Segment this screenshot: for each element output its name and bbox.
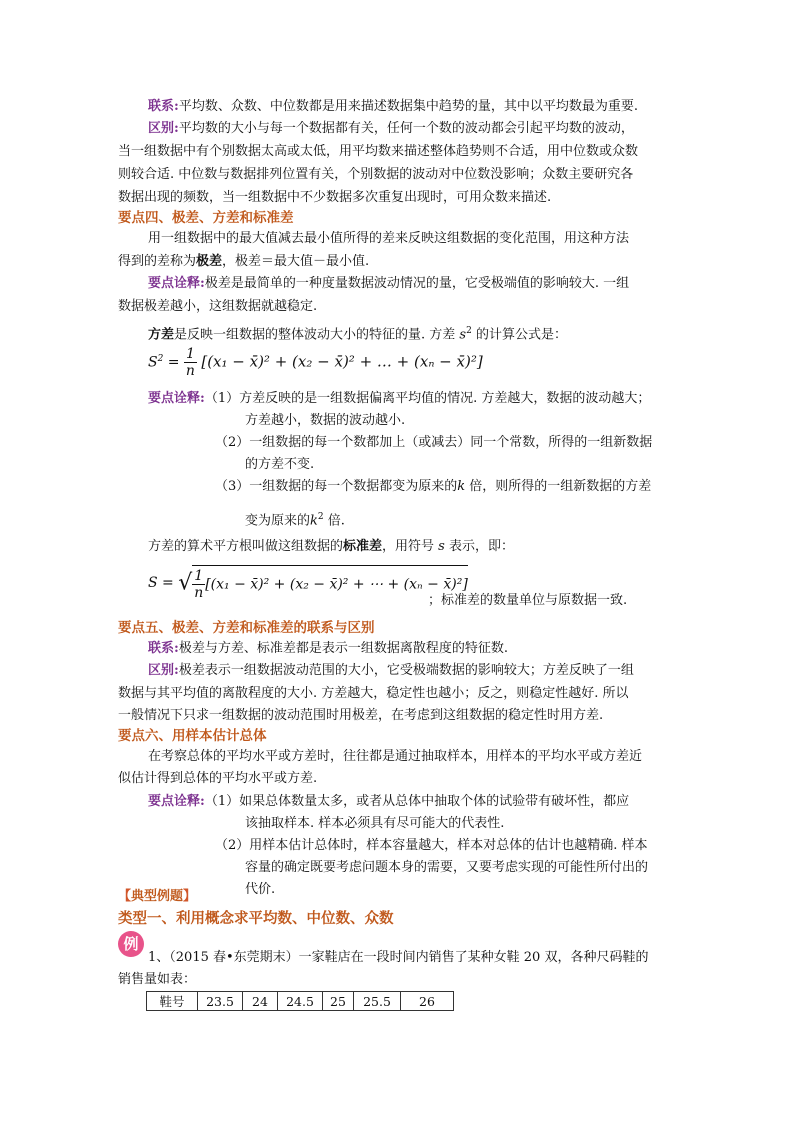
s5-relation: 联系:极差与方差、标准差都是表示一组数据离散程度的特征数. (148, 641, 508, 656)
range-line-1: 用一组数据中的最大值减去最小值所得的差来反映这组数据的变化范围，用这种方法 (148, 231, 630, 246)
variance-note-3b: 变为原来的$k^2$ 倍. (245, 512, 345, 529)
s6-line-2: 似估计得到总体的平均水平或方差. (118, 771, 318, 786)
fraction-one-over-n: $\frac{1}{n}$ (185, 346, 195, 379)
s6-note-1a: 要点诠释:（1）如果总体数量太多，或者从总体中抽取个体的试验带有破坏性，都应 (148, 794, 630, 809)
table-cell: 23.5 (198, 992, 243, 1011)
s6-note-2a: （2）用样本估计总体时，样本容量越大，样本对总体的估计也越精确. 样本 (215, 838, 648, 853)
relation-label: 联系: (148, 99, 179, 114)
range-note-label: 要点诠释: (148, 276, 205, 291)
sqrt-sign: √ (178, 570, 193, 596)
range-line-2: 得到的差称为极差，极差＝最大值－最小值. (118, 254, 370, 269)
question-1-line-1: 1、（2015 春•东莞期末）一家鞋店在一段时间内销售了某种女鞋 20 双，各种尺码鞋的 (148, 950, 649, 965)
s5-relation-label: 联系: (148, 641, 179, 656)
variance-note-label: 要点诠释: (148, 391, 205, 406)
table-row (147, 992, 454, 1011)
range-note-line-2: 数据极差越小，这组数据就越稳定. (118, 299, 318, 314)
example-badge-icon: 例 (118, 931, 144, 957)
s5-difference-2: 数据与其平均值的离散程度的大小. 方差越大，稳定性也越小；反之，则稳定性越好. 所以 (118, 686, 629, 701)
variance-formula: $S^2$ = $\frac{1}{n}$ [(x₁ − x̄)² + (x₂ − x̄)² + … + (xₙ − x̄)²] (148, 346, 483, 379)
section-heading-6: 要点六、用样本估计总体 (118, 728, 267, 744)
std-unit-note: ；标准差的数量单位与原数据一致. (428, 593, 628, 608)
difference-line-2: 当一组数据中有个别数据太高或太低，用平均数来描述整体趋势则不合适，用中位数或众数 (118, 144, 639, 159)
section-heading-4: 要点四、极差、方差和标准差 (118, 210, 294, 226)
s6-note-1b: 该抽取样本. 样本必须具有尽可能大的代表性. (245, 816, 505, 831)
s6-note-2c: 代价. (245, 882, 276, 897)
relation-paragraph: 联系:平均数、众数、中位数都是用来描述数据集中趋势的量，其中以平均数最为重要. (148, 99, 638, 114)
s5-difference-3: 一般情况下只求一组数据的波动范围时用极差，在考虑到这组数据的稳定性时用方差. (118, 708, 604, 723)
difference-line-1: 区别:平均数的大小与每一个数据都有关，任何一个数的波动都会引起平均数的波动， (148, 121, 634, 136)
s6-line-1: 在考察总体的平均水平或方差时，往往都是通过抽取样本，用样本的平均水平或方差近 (148, 749, 643, 764)
difference-label: 区别: (148, 121, 179, 136)
variance-note-3a: （3）一组数据的每一个数据都变为原来的k 倍，则所得的一组新数据的方差 (215, 479, 652, 494)
s6-note-label: 要点诠释: (148, 794, 205, 809)
shoe-size-table (146, 991, 454, 1011)
std-intro: 方差的算术平方根叫做这组数据的标准差，用符号 s 表示，即： (148, 539, 514, 554)
range-note-line-1: 要点诠释:极差是最简单的一种度量数据波动情况的量，它受极端值的影响较大. 一组 (148, 276, 630, 291)
table-cell: 25 (323, 992, 354, 1011)
difference-line-4: 数据出现的频数，当一组数据中不少数据多次重复出现时，可用众数来描述. (118, 190, 552, 205)
std-formula: S = √ $\frac{1}{n}$ [(x₁ − x̄)² + (x₂ − x̄)² + ⋯ + (xₙ − x̄)²] (148, 565, 468, 601)
variance-note-2b: 的方差不变. (245, 457, 315, 472)
sqrt-body: $\frac{1}{n}$ [(x₁ − x̄)² + (x₂ − x̄)² + ⋯ + (xₙ − x̄)²] (192, 565, 468, 601)
difference-line-3: 则较合适. 中位数与数据排列位置有关，个别数据的波动对中位数没影响；众数主要研究各 (118, 167, 634, 182)
table-cell: 25.5 (354, 992, 401, 1011)
s5-difference-label: 区别: (148, 663, 179, 678)
variance-intro: 方差是反映一组数据的整体波动大小的特征的量. 方差 $s^2$ 的计算公式是： (148, 326, 567, 343)
variance-note-1b: 方差越小，数据的波动越小. (245, 413, 406, 428)
table-header-cell: 鞋号 (147, 992, 198, 1011)
s6-note-2b: 容量的确定既要考虑问题本身的需要，又要考虑实现的可能性所付出的 (245, 860, 649, 875)
s5-difference-1: 区别:极差表示一组数据波动范围的大小，它受极端数据的影响较大；方差反映了一组 (148, 663, 634, 678)
table-cell: 24 (243, 992, 278, 1011)
variance-note-1a: 要点诠释:（1）方差反映的是一组数据偏离平均值的情况. 方差越大，数据的波动越大； (148, 391, 651, 406)
type-one-heading: 类型一、利用概念求平均数、中位数、众数 (118, 910, 394, 927)
table-cell: 24.5 (278, 992, 323, 1011)
question-1-line-2: 销售量如表： (118, 972, 197, 987)
section-heading-5: 要点五、极差、方差和标准差的联系与区别 (118, 620, 375, 636)
table-cell: 26 (401, 992, 454, 1011)
examples-heading: 【典型例题】 (118, 889, 197, 904)
variance-note-2a: （2）一组数据的每一个数都加上（或减去）同一个常数，所得的一组新数据 (215, 435, 653, 450)
